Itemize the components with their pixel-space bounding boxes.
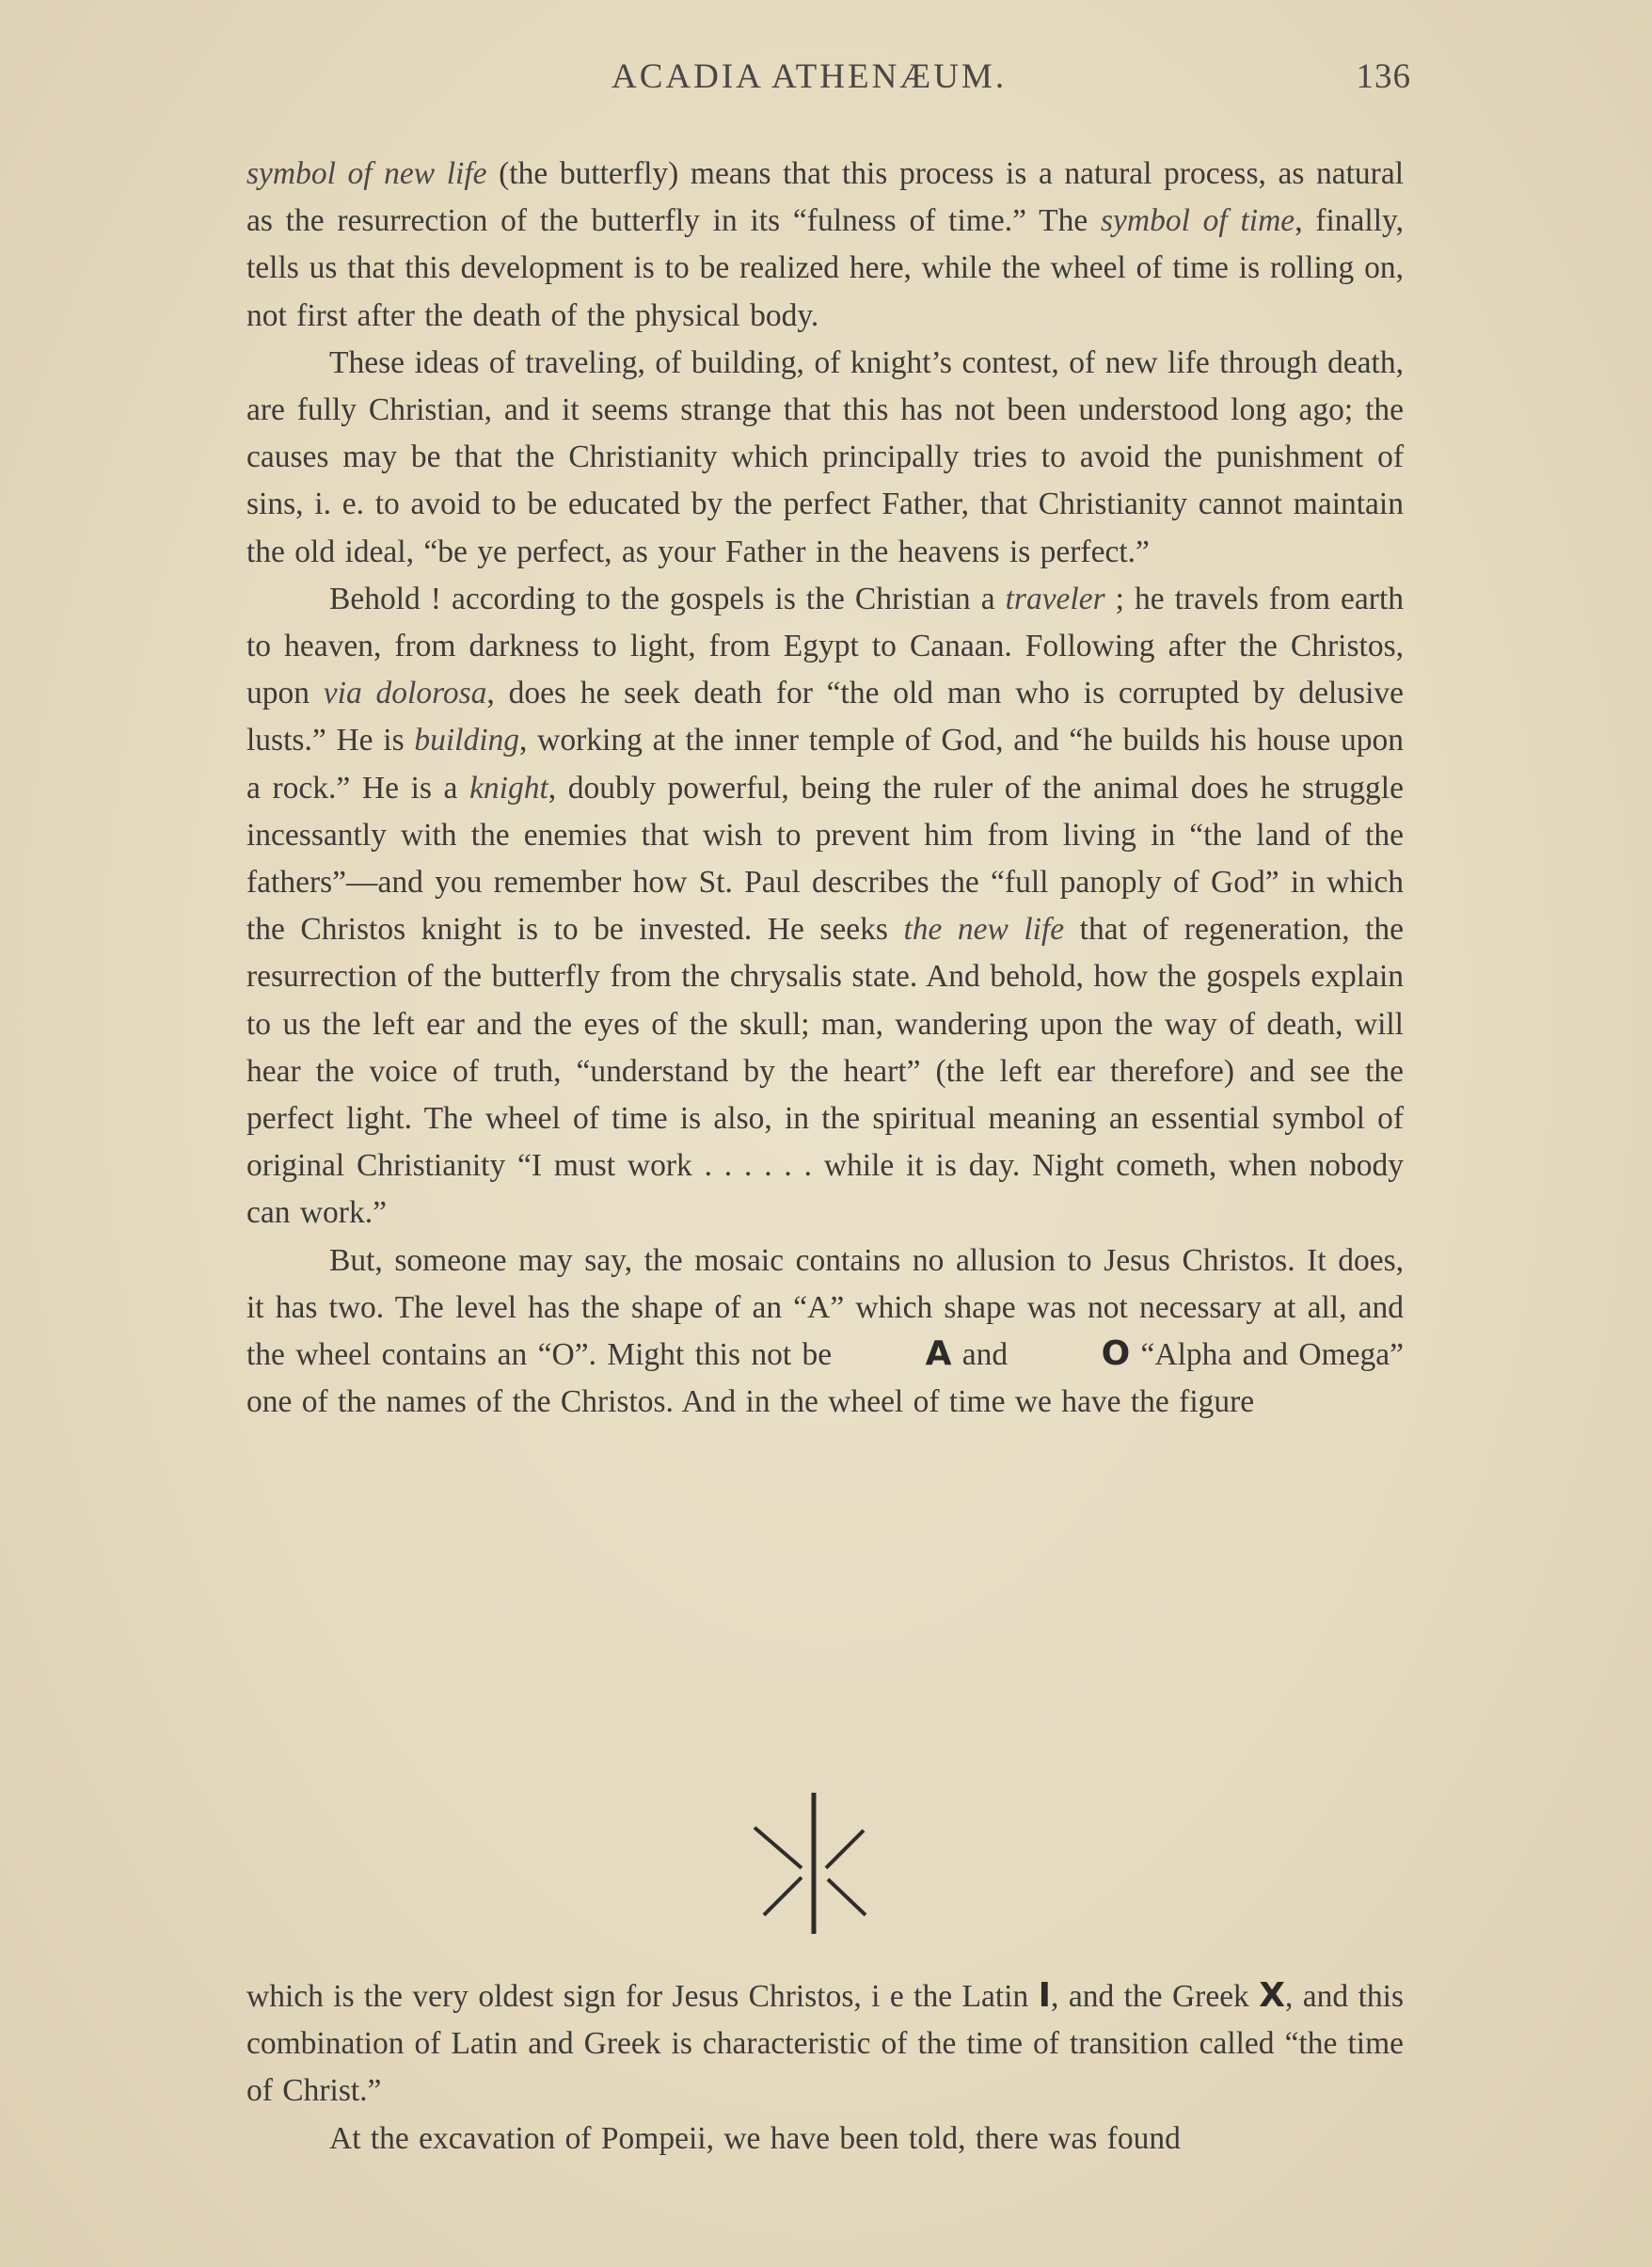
text-run: (the butterfly) means that this process is a natural process, as natural as the resurrection of the butterfly in its “fulness of time.” The: [246, 156, 1404, 239]
paragraph-6: [246, 2115, 1404, 2163]
italic-phrase: knight: [469, 770, 548, 806]
text-run: , doubly powerful, being the ruler of the animal does he struggle incessantly with the enemies that wish to prevent him from living in “the land of the fathers”—and you remember how St. Paul describes the “full panoply of God” in which the Christos knight is to be invested. He seeks: [246, 770, 1404, 948]
text-run: Behold ! according to the gospels is the Christian a: [329, 581, 1006, 616]
text-run: and: [951, 1337, 1019, 1373]
paragraph-2: [246, 340, 1404, 576]
paragraph-1: [246, 151, 1404, 340]
body-text-lower: [246, 1973, 1404, 2163]
monogram-stroke-upper-left: [755, 1828, 802, 1868]
greek-chi-glyph: X: [1259, 1976, 1285, 2015]
italic-phrase: via dolorosa: [323, 676, 487, 711]
text-run: , finally, tells us that this development is to be realized here, while the wheel of time is rolling on, not first after the death of the physical body.: [246, 203, 1404, 333]
paragraph-4: [246, 1237, 1404, 1427]
text-run: At the excavation of Pompeii, we have been told, there was found: [329, 2120, 1181, 2156]
text-run: But, someone may say, the mosaic contains no allusion to Jesus Christos. It does, it has two. The level has the shape of an “A” which shape was not necessary at all, and the wheel contains an “O”. Might this not be: [246, 1242, 1404, 1373]
omega-glyph: O: [1101, 1334, 1131, 1374]
alpha-glyph: A: [925, 1334, 952, 1374]
italic-phrase: traveler: [1005, 581, 1105, 616]
paragraph-3: [246, 576, 1404, 1237]
italic-phrase: building: [414, 723, 520, 758]
monogram-stroke-lower-right: [828, 1879, 866, 1915]
text-run: “Alpha and Omega” one of the names of the Christos. And in the wheel of time we have the figure: [246, 1337, 1405, 1420]
italic-phrase: symbol of time: [1100, 203, 1295, 239]
italic-phrase: symbol of new life: [246, 156, 487, 191]
latin-i-glyph: I: [1038, 1976, 1052, 2015]
iota-chi-monogram-figure: [743, 1788, 875, 1939]
text-run: , working at the inner temple of God, and “he builds his house upon a rock.” He is a: [246, 723, 1404, 806]
text-run: that of regeneration, the resurrection of the butterfly from the chrysalis state. And behold, how the gospels explain to us the left ear and the eyes of the skull; man, wandering upon the way of death, will hear the voice of truth, “understand by the heart” (the left ear therefore) and see the perfect light. The wheel of time is also, in the spiritual meaning an essential symbol of original Christianity “I must work . . . . . . while it is day. Night cometh, when nobody can work.”: [246, 912, 1405, 1231]
monogram-stroke-upper-right: [826, 1830, 864, 1868]
text-run: , does he seek death for “the old man who is corrupted by delusive lusts.” He is: [246, 676, 1405, 758]
text-run: , and the Greek: [1051, 1979, 1260, 2014]
body-text-upper: [246, 151, 1404, 1426]
paragraph-5: [246, 1973, 1404, 2115]
text-run: , and this combination of Latin and Greek is characteristic of the time of transition called “the time of Christ.”: [246, 1979, 1404, 2109]
text-run: These ideas of traveling, of building, of knight’s contest, of new life through death, are fully Christian, and it seems strange that this has not been understood long ago; the causes may be that the Christianity which principally tries to avoid the punishment of sins, i. e. to avoid to be educated by the perfect Father, that Christianity cannot maintain the old ideal, “be ye perfect, as your Father in the heavens is perfect.”: [246, 344, 1404, 569]
page-number: 136: [1356, 57, 1411, 96]
text-run: which is the very oldest sign for Jesus Christos, i e the Latin: [246, 1979, 1039, 2014]
monogram-stroke-lower-left: [764, 1877, 802, 1915]
running-header: [245, 56, 1411, 104]
italic-phrase: the new life: [903, 912, 1065, 948]
journal-title: ACADIA ATHENÆUM.: [612, 57, 1008, 96]
text-run: ; he travels from earth to heaven, from darkness to light, from Egypt to Canaan. Following after the Christos, upon: [246, 581, 1404, 711]
